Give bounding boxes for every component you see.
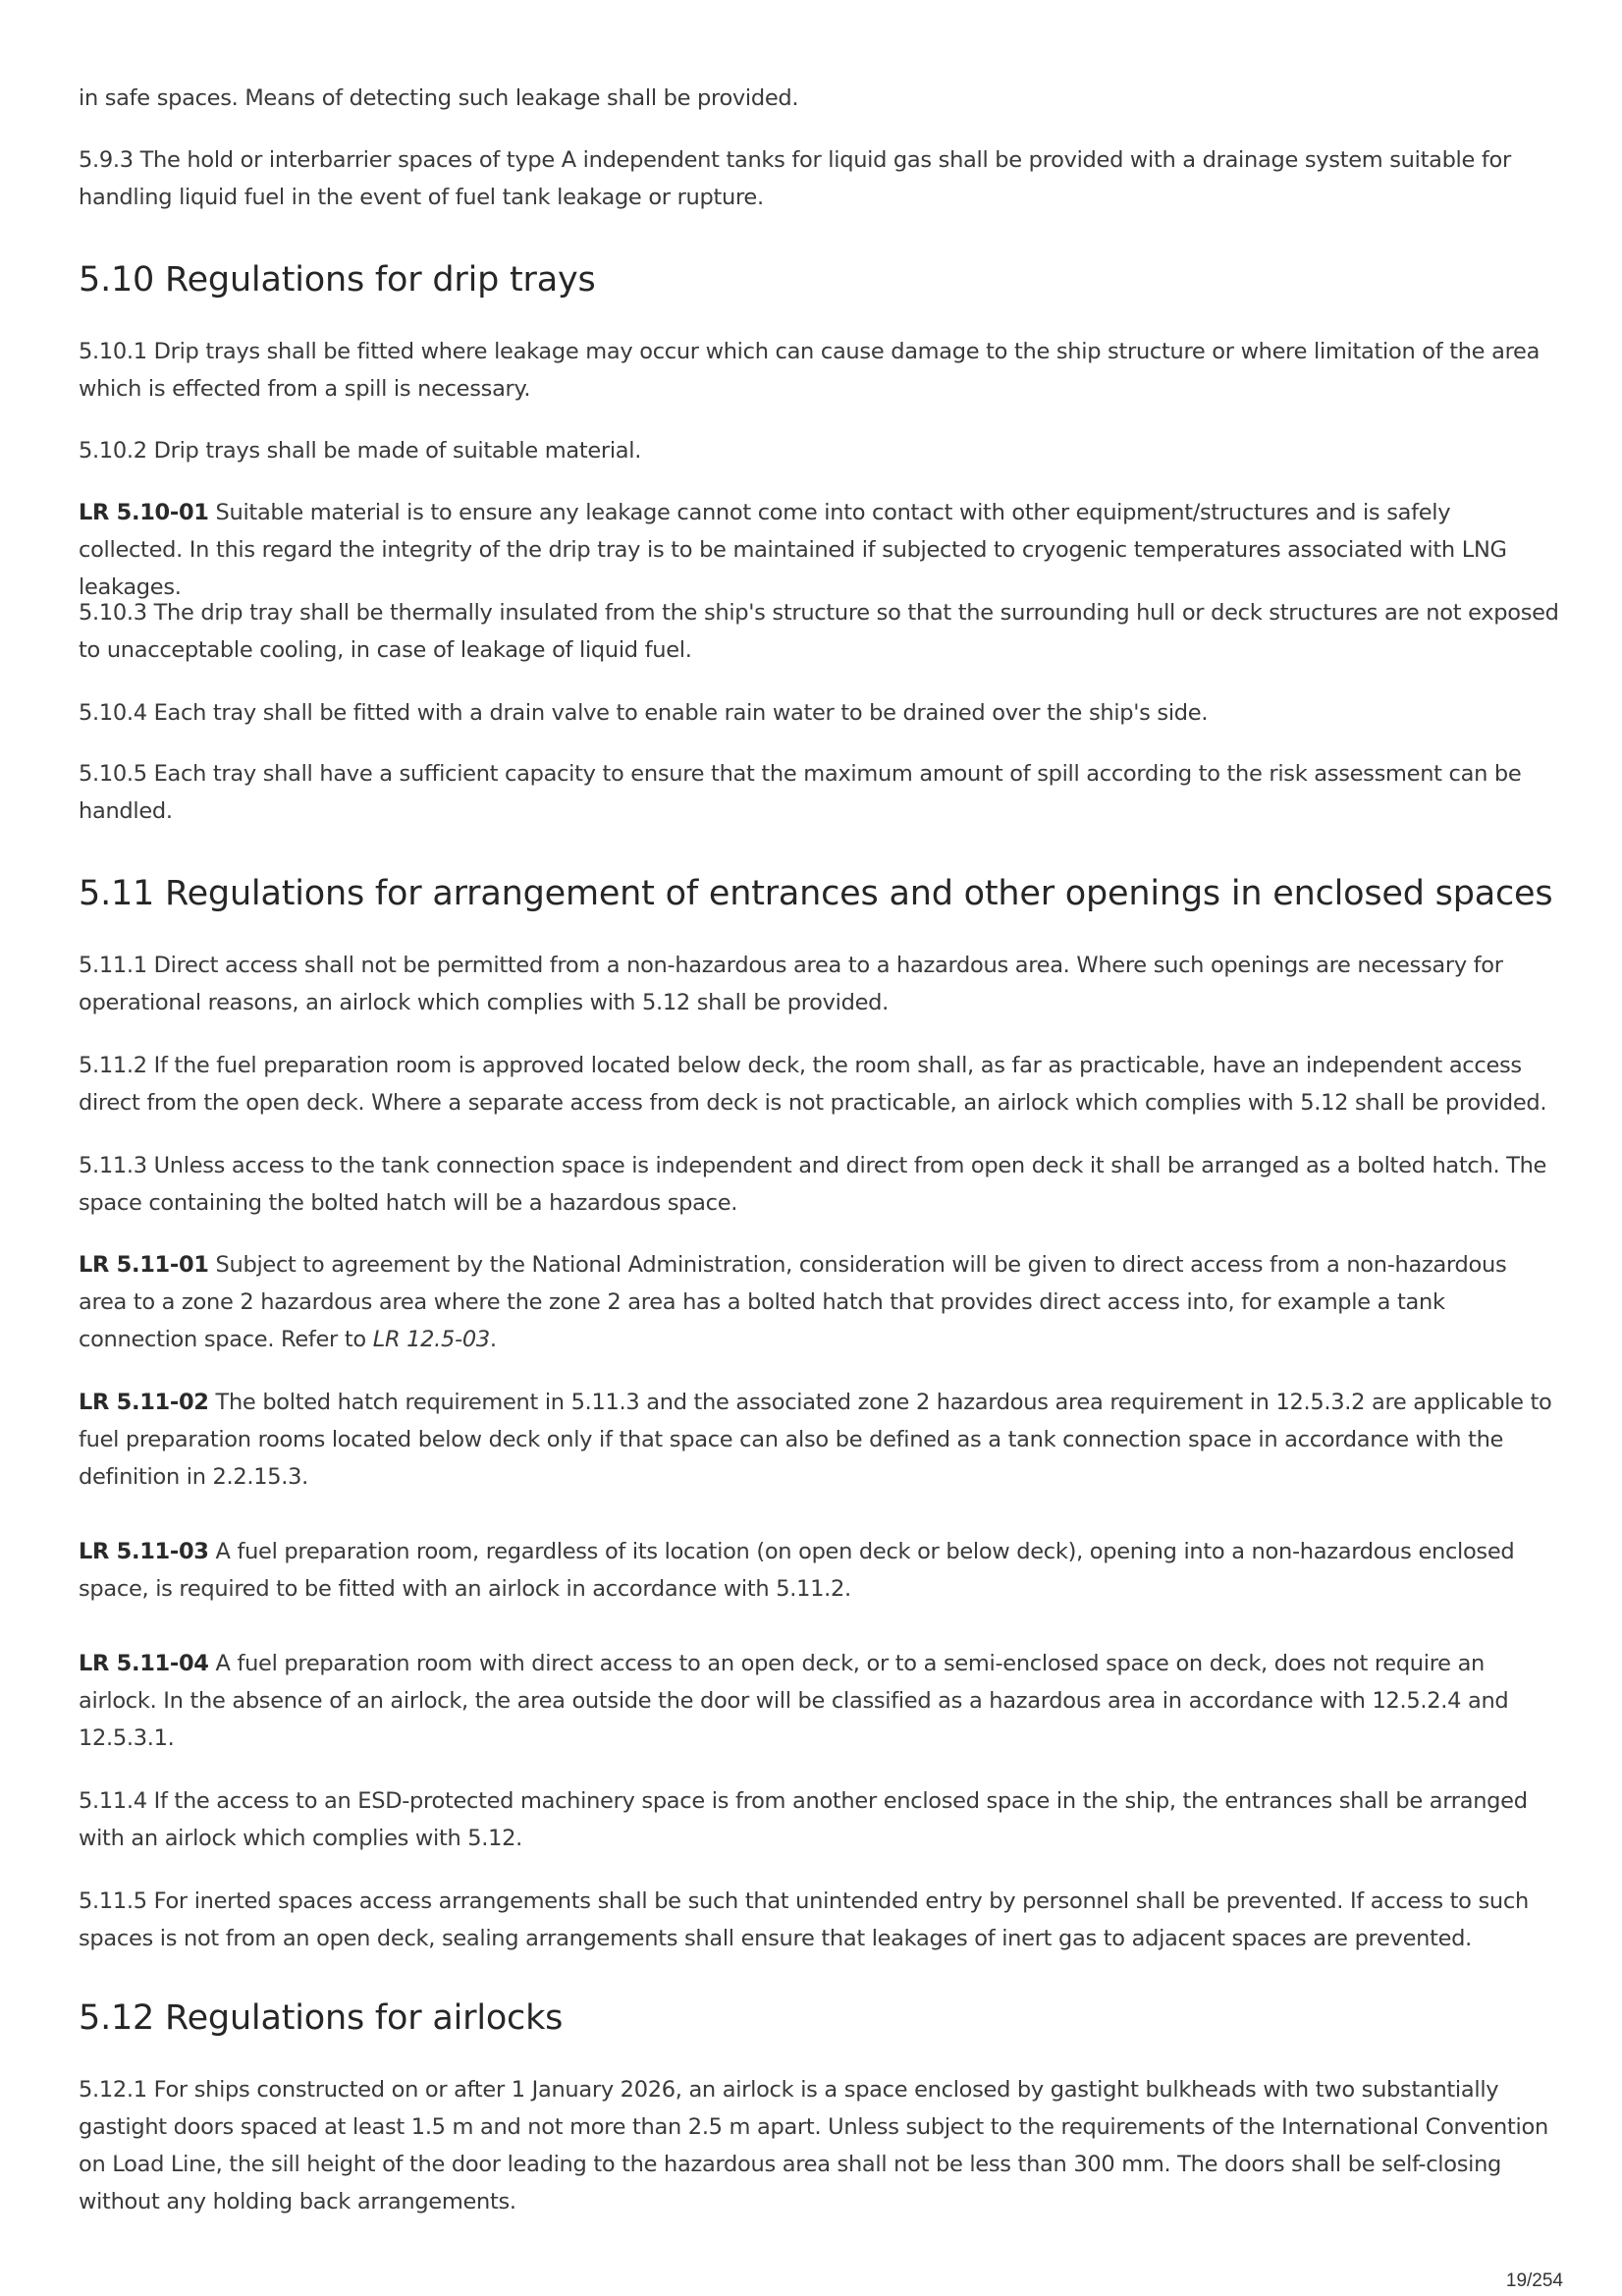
paragraph-5-10-4: 5.10.4 Each tray shall be fitted with a drain valve to enable rain water to be drained over the ship's side. bbox=[79, 700, 1209, 726]
paragraph-5-10-3: 5.10.3 The drip tray shall be thermally insulated from the ship's structure so that the surrounding hull or deck structures are not exposed to unacceptable cooling, in case of leakage of liquid fuel. bbox=[79, 600, 1559, 663]
lr-label: LR 5.11-03 bbox=[79, 1539, 209, 1564]
lr-text: Subject to agreement by the National Administration, consideration will be given to direct access from a non-hazardous area to a zone 2 hazardous area where the zone 2 area has a bolted hatch that provides direct access into, for example a tank connection space. Refer to bbox=[79, 1252, 1507, 1352]
page-number: 19/254 bbox=[1505, 2270, 1563, 2291]
paragraph-5-9-3-continued: in safe spaces. Means of detecting such leakage shall be provided. bbox=[79, 85, 799, 111]
heading-5-12: 5.12 Regulations for airlocks bbox=[79, 1998, 564, 2038]
paragraph-5-11-2: 5.11.2 If the fuel preparation room is approved located below deck, the room shall, as far as practicable, have an independent access direct from the open deck. Where a separate access from deck is not practicable, an airlock which complies with 5.12 shall be provided. bbox=[79, 1053, 1547, 1116]
paragraph-lr-5-11-02 bbox=[79, 1384, 1561, 1496]
paragraph-5-11-3: 5.11.3 Unless access to the tank connection space is independent and direct from open deck it shall be arranged as a bolted hatch. The space containing the bolted hatch will be a hazardous space. bbox=[79, 1153, 1547, 1216]
lr-text: A fuel preparation room with direct access to an open deck, or to a semi-enclosed space on deck, does not require an airlock. In the absence of an airlock, the area outside the door will be classified as a hazardous area in accordance with 12.5.2.4 and 12.5.3.1. bbox=[79, 1651, 1509, 1751]
lr-label: LR 5.11-01 bbox=[79, 1252, 209, 1278]
paragraph-lr-5-11-04 bbox=[79, 1645, 1561, 1757]
lr-text: The bolted hatch requirement in 5.11.3 and the associated zone 2 hazardous area requirement in 12.5.3.2 are applicable to fuel preparation rooms located below deck only if that space can also be defined as a tank connection space in accordance with the definition in 2.2.15.3. bbox=[79, 1390, 1552, 1490]
lr-text: A fuel preparation room, regardless of its location (on open deck or below deck), opening into a non-hazardous enclosed space, is required to be fitted with an airlock in accordance with 5.11.2. bbox=[79, 1539, 1515, 1602]
paragraph-5-11-1: 5.11.1 Direct access shall not be permitted from a non-hazardous area to a hazardous area. Where such openings are necessary for operational reasons, an airlock which complies with 5.12 shall be provided. bbox=[79, 953, 1503, 1015]
paragraph-5-9-3: 5.9.3 The hold or interbarrier spaces of type A independent tanks for liquid gas shall be provided with a drainage system suitable for handling liquid fuel in the event of fuel tank leakage or rupture. bbox=[79, 147, 1511, 210]
lr-text: Suitable material is to ensure any leakage cannot come into contact with other equipment/structures and is safely collected. In this regard the integrity of the drip tray is to be maintained if subjected to cryogenic temperatures associated with LNG leakages. bbox=[79, 500, 1507, 600]
heading-5-11: 5.11 Regulations for arrangement of entrances and other openings in enclosed spaces bbox=[79, 874, 1553, 913]
paragraph-lr-5-11-01 bbox=[79, 1246, 1561, 1358]
paragraph-5-11-5: 5.11.5 For inerted spaces access arrangements shall be such that unintended entry by personnel shall be prevented. If access to such spaces is not from an open deck, sealing arrangements shall ensure that leakages of inert gas to adjacent spaces are prevented. bbox=[79, 1888, 1529, 1951]
lr-label: LR 5.10-01 bbox=[79, 500, 209, 525]
lr-text-end: . bbox=[489, 1327, 497, 1352]
paragraph-5-10-5: 5.10.5 Each tray shall have a sufficient capacity to ensure that the maximum amount of spill according to the risk assessment can be handled. bbox=[79, 761, 1522, 824]
lr-reference-link[interactable]: LR 12.5-03 bbox=[372, 1327, 490, 1352]
paragraph-5-10-2: 5.10.2 Drip trays shall be made of suitable material. bbox=[79, 438, 642, 464]
paragraph-5-12-1: 5.12.1 For ships constructed on or after 1 January 2026, an airlock is a space enclosed by gastight bulkheads with two substantially gastight doors spaced at least 1.5 m and not more than 2.5 m apart. Unless subject to the requirements of the International Convention on Load Line, the sill height of the door leading to the hazardous area shall not be less than 300 mm. The doors shall be self-closing without any holding back arrangements. bbox=[79, 2077, 1548, 2214]
paragraph-lr-5-10-01 bbox=[79, 494, 1561, 606]
paragraph-5-11-4: 5.11.4 If the access to an ESD-protected machinery space is from another enclosed space in the ship, the entrances shall be arranged with an airlock which complies with 5.12. bbox=[79, 1788, 1528, 1851]
lr-label: LR 5.11-04 bbox=[79, 1651, 209, 1676]
lr-label: LR 5.11-02 bbox=[79, 1390, 209, 1415]
heading-5-10: 5.10 Regulations for drip trays bbox=[79, 260, 596, 300]
paragraph-lr-5-11-03 bbox=[79, 1533, 1561, 1608]
paragraph-5-10-1: 5.10.1 Drip trays shall be fitted where leakage may occur which can cause damage to the ship structure or where limitation of the area which is effected from a spill is necessary. bbox=[79, 339, 1541, 402]
